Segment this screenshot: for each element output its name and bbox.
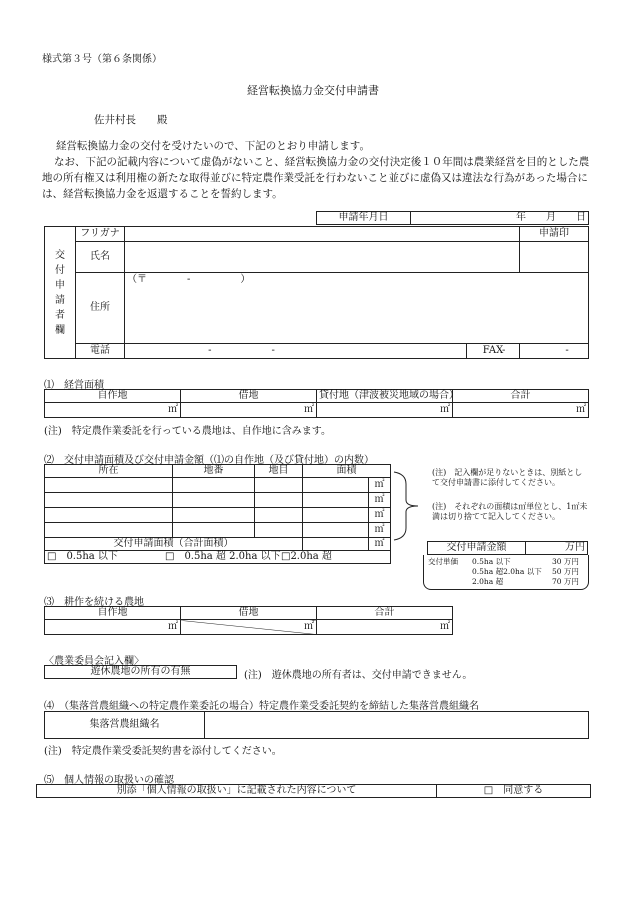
area-cell[interactable] [303, 493, 369, 508]
type-header: 地目 [255, 465, 303, 478]
lot-header: 地番 [173, 465, 255, 478]
section2-note1: (注) 記入欄が足りないときは、別紙として交付申請書に添付してください。 [432, 468, 583, 487]
unit-price-label: 交付単価 [428, 557, 458, 566]
unit: ㎡ [440, 404, 450, 415]
amount-input[interactable] [526, 542, 588, 555]
section3-own-header: 自作地 [45, 607, 181, 620]
section2-table [44, 464, 391, 564]
unit: ㎡ [304, 621, 314, 632]
type-cell[interactable] [255, 523, 303, 538]
form-number: 様式第３号（第６条関係） [42, 54, 162, 65]
unit: ㎡ [369, 523, 391, 538]
location-cell[interactable] [45, 478, 173, 493]
rate-range: 2.0ha 超 [472, 577, 504, 586]
date-field[interactable]: 年 月 日 [411, 212, 589, 225]
rate-amount: 70 万円 [552, 577, 579, 586]
lot-cell[interactable] [173, 493, 255, 508]
privacy-text: 別添「個人情報の取扱い」に記載された内容について [37, 785, 437, 798]
section1-total-input[interactable] [453, 403, 589, 418]
section4-note: (注) 特定農作業受委託契約書を添付してください。 [44, 746, 282, 757]
area-cell[interactable] [303, 478, 369, 493]
rate-range: 0.5ha 以下 [472, 557, 511, 566]
section2-heading: ⑵ 交付申請面積及び交付申請金額（⑴の自作地（及び貸付地）の内数） [44, 455, 374, 466]
org-name-label: 集落営農組織名 [45, 712, 205, 739]
unit: ㎡ [168, 404, 178, 415]
section1-own-input[interactable] [45, 403, 181, 418]
location-header: 所在 [45, 465, 173, 478]
phone-label: 電話 [76, 344, 125, 359]
checkbox-05-20ha[interactable]: □ 0.5ha 超 2.0ha 以下 [165, 551, 281, 562]
seal-box[interactable] [520, 242, 589, 273]
committee-note: (注) 遊休農地の所有者は、交付申請できません。 [244, 670, 473, 681]
section3-heading: ⑶ 耕作を続ける農地 [44, 597, 144, 608]
type-cell[interactable] [255, 478, 303, 493]
section1-table [44, 389, 589, 418]
consent-checkbox[interactable]: □ 同意する [437, 785, 591, 798]
unit: ㎡ [369, 478, 391, 493]
unit: ㎡ [369, 538, 391, 551]
amount-table [427, 541, 588, 555]
fax-label: FAX [467, 344, 520, 359]
name-label: 氏名 [76, 242, 125, 273]
type-cell[interactable] [255, 508, 303, 523]
address-label: 住所 [76, 273, 125, 344]
application-date-table [316, 211, 589, 225]
section3-own-input[interactable] [45, 620, 181, 635]
rate-range: 0.5ha 超2.0ha 以下 [472, 567, 542, 576]
section4-table [44, 711, 589, 739]
phone-input[interactable]: - - [125, 344, 467, 359]
checkbox-over-20ha[interactable]: □2.0ha 超 [281, 551, 332, 562]
total-area-label: 交付申請面積（合計面積） [45, 538, 303, 551]
location-cell[interactable] [45, 523, 173, 538]
amount-label: 交付申請金額 [428, 542, 526, 555]
section3-total-input[interactable] [317, 620, 453, 635]
name-input[interactable] [125, 242, 520, 273]
lot-cell[interactable] [173, 508, 255, 523]
furigana-input[interactable] [125, 227, 520, 242]
intro-line2: なお、下記の記載内容について虚偽がないこと、経営転換協力金の交付決定後１０年間は農業経営を目的とした農地の所有権又は利用権の新たな取得並びに特定農作業受託を行わないこと並びに虚偽又は違法な行為があった場合には、経営転換協力金を返還することを誓約します。 [42, 156, 590, 200]
section3-lease-header: 借地 [181, 607, 317, 620]
section1-lease-input[interactable] [181, 403, 317, 418]
idle-land-field[interactable]: 遊休農地の所有の有無 [45, 666, 237, 679]
section5-table [36, 784, 591, 798]
amount-unit: 万円 [565, 542, 585, 553]
address-input[interactable] [125, 288, 589, 344]
date-label: 申請年月日 [317, 212, 411, 225]
location-cell[interactable] [45, 508, 173, 523]
table-row [45, 523, 391, 538]
intro-line1: 経営転換協力金の交付を受けたいので、下記のとおり申請します。 [56, 140, 370, 152]
unit: ㎡ [369, 493, 391, 508]
location-cell[interactable] [45, 493, 173, 508]
table-row [45, 478, 391, 493]
committee-table [44, 665, 237, 679]
unit: ㎡ [440, 621, 450, 632]
table-row [45, 493, 391, 508]
area-cell[interactable] [303, 523, 369, 538]
table-row [45, 508, 391, 523]
section3-table [44, 606, 453, 635]
page-title: 経営転換協力金交付申請書 [247, 84, 379, 97]
total-area-input[interactable] [303, 538, 369, 551]
furigana-label: フリガナ [76, 227, 125, 242]
section1-lent-input[interactable] [317, 403, 453, 418]
section1-lease-header: 借地 [181, 390, 317, 403]
fax-value: - - [502, 345, 569, 356]
checkbox-under-05ha[interactable]: □ 0.5ha 以下 [47, 551, 118, 562]
section5-heading: ⑸ 個人情報の取扱いの確認 [44, 775, 174, 786]
section1-own-header: 自作地 [45, 390, 181, 403]
rate-amount: 50 万円 [552, 567, 579, 576]
section4-heading: ⑷ （集落営農組織への特定農作業委託の場合）特定農作業受委託契約を締結した集落営農組織名 [44, 701, 479, 712]
section2-note2: (注) それぞれの面積は㎡単位とし、1㎡未満は切り捨てて記入してください。 [432, 502, 588, 521]
applicant-table [44, 226, 589, 359]
bracket-icon [392, 470, 426, 542]
unit-price-box [423, 555, 589, 590]
area-cell[interactable] [303, 508, 369, 523]
section1-heading: ⑴ 経営面積 [44, 380, 104, 391]
unit: ㎡ [369, 508, 391, 523]
section1-total-header: 合計 [453, 390, 589, 403]
postal-code[interactable]: （〒 - ） [125, 273, 589, 288]
unit: ㎡ [168, 621, 178, 632]
applicant-section-label: 交付申請者欄 [45, 227, 76, 359]
type-cell[interactable] [255, 493, 303, 508]
committee-heading: 〈農業委員会記入欄〉 [44, 656, 144, 667]
area-header: 面積 [303, 465, 391, 478]
unit: ㎡ [576, 404, 586, 415]
section1-lent-header: 貸付地（津波被災地域の場合） [317, 390, 453, 403]
section3-total-header: 合計 [317, 607, 453, 620]
addressee: 佐井村長 殿 [94, 114, 168, 126]
org-name-input[interactable] [205, 712, 589, 739]
fax-input[interactable] [502, 344, 589, 359]
lot-cell[interactable] [173, 478, 255, 493]
section1-note: (注) 特定農作業委託を行っている農地は、自作地に含みます。 [44, 426, 332, 437]
seal-label: 申請印 [520, 227, 589, 242]
rate-amount: 30 万円 [552, 557, 579, 566]
area-range-row [45, 551, 391, 564]
lot-cell[interactable] [173, 523, 255, 538]
section3-lease-input[interactable] [181, 620, 317, 635]
unit: ㎡ [304, 404, 314, 415]
